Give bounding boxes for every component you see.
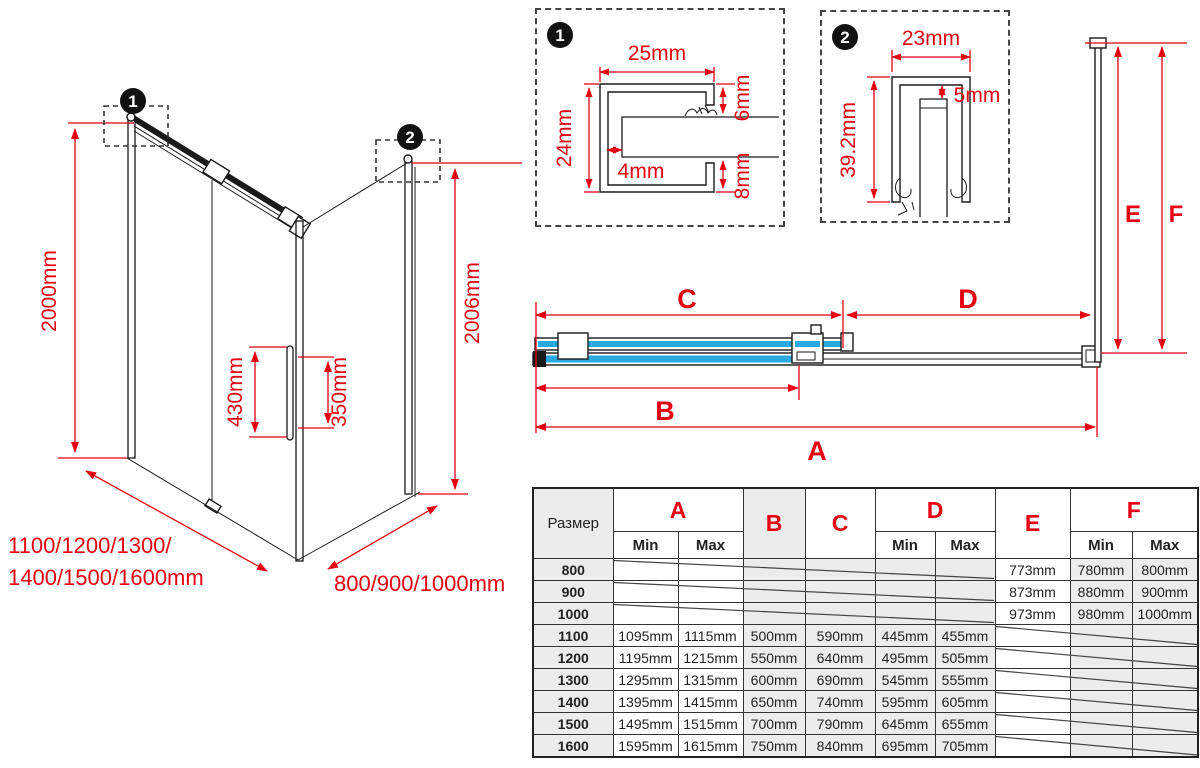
cell-e-900: 873mm bbox=[995, 581, 1070, 603]
cell-a_min-1400: 1395mm bbox=[613, 691, 678, 713]
cell-e-1500 bbox=[995, 713, 1070, 735]
subheader-F-max: Max bbox=[1132, 532, 1198, 559]
cell-c-900 bbox=[805, 581, 875, 603]
dim-350: 350mm bbox=[328, 356, 351, 428]
cell-e-1400 bbox=[995, 691, 1070, 713]
front-widths-2: 1400/1500/1600mm bbox=[8, 565, 204, 590]
dim-2006: 2006mm bbox=[461, 262, 484, 344]
badge-2: 2 bbox=[405, 128, 415, 147]
col-header-D: D bbox=[875, 488, 995, 532]
cell-size-1300: 1300 bbox=[533, 669, 613, 691]
cell-a_min-1500: 1495mm bbox=[613, 713, 678, 735]
cell-b-900 bbox=[743, 581, 805, 603]
cell-size-1600: 1600 bbox=[533, 735, 613, 758]
table-row-800 bbox=[533, 559, 1198, 581]
table-row-1600 bbox=[533, 735, 1198, 758]
dim-4mm: 4mm bbox=[617, 160, 665, 183]
subheader-D-max: Max bbox=[935, 532, 995, 559]
cell-d_min-1100: 445mm bbox=[875, 625, 935, 647]
cell-a_min-1200: 1195mm bbox=[613, 647, 678, 669]
cell-c-1600: 840mm bbox=[805, 735, 875, 758]
cell-size-1400: 1400 bbox=[533, 691, 613, 713]
cell-d_max-800 bbox=[935, 559, 995, 581]
cell-f_max-1000: 1000mm bbox=[1132, 603, 1198, 625]
isometric-drawing bbox=[0, 0, 530, 620]
cell-f_max-800: 800mm bbox=[1132, 559, 1198, 581]
cell-b-1100: 500mm bbox=[743, 625, 805, 647]
cell-c-1200: 640mm bbox=[805, 647, 875, 669]
subheader-F-min: Min bbox=[1070, 532, 1132, 559]
cell-b-1300: 600mm bbox=[743, 669, 805, 691]
cell-f_min-1200 bbox=[1070, 647, 1132, 669]
cell-a_max-900 bbox=[678, 581, 743, 603]
dim-23mm: 23mm bbox=[901, 27, 961, 50]
cell-e-800: 773mm bbox=[995, 559, 1070, 581]
cell-b-1600: 750mm bbox=[743, 735, 805, 758]
spec-table bbox=[532, 487, 1199, 758]
cell-d_min-1600: 695mm bbox=[875, 735, 935, 758]
col-header-size: Размер bbox=[533, 488, 613, 559]
cell-d_min-1500: 645mm bbox=[875, 713, 935, 735]
iso-dimensions bbox=[8, 123, 522, 596]
cell-size-1100: 1100 bbox=[533, 625, 613, 647]
cell-a_min-900 bbox=[613, 581, 678, 603]
cell-d_max-900 bbox=[935, 581, 995, 603]
subheader-D-min: Min bbox=[875, 532, 935, 559]
left-wall-profile bbox=[533, 351, 546, 367]
col-header-F: F bbox=[1070, 488, 1198, 532]
dim-25mm: 25mm bbox=[627, 42, 687, 65]
cell-size-1000: 1000 bbox=[533, 603, 613, 625]
cell-c-1500: 790mm bbox=[805, 713, 875, 735]
cell-d_max-1000 bbox=[935, 603, 995, 625]
cell-d_min-1400: 595mm bbox=[875, 691, 935, 713]
cell-e-1100 bbox=[995, 625, 1070, 647]
dim-24mm: 24mm bbox=[553, 108, 576, 168]
subheader-A-min: Min bbox=[613, 532, 678, 559]
label-E: E bbox=[1124, 201, 1142, 228]
cell-f_min-1400 bbox=[1070, 691, 1132, 713]
cell-f_min-800: 780mm bbox=[1070, 559, 1132, 581]
cell-a_min-1300: 1295mm bbox=[613, 669, 678, 691]
cell-f_min-1500 bbox=[1070, 713, 1132, 735]
cell-e-1300 bbox=[995, 669, 1070, 691]
col-header-C: C bbox=[805, 488, 875, 559]
cell-d_min-1200: 495mm bbox=[875, 647, 935, 669]
cell-f_max-1200 bbox=[1132, 647, 1198, 669]
cell-c-1100: 590mm bbox=[805, 625, 875, 647]
col-header-A: A bbox=[613, 488, 743, 532]
table-row-1400 bbox=[533, 691, 1198, 713]
plan-dimensions bbox=[536, 43, 1187, 466]
label-F: F bbox=[1168, 201, 1184, 228]
cell-c-1000 bbox=[805, 603, 875, 625]
cell-a_max-1600: 1615mm bbox=[678, 735, 743, 758]
table-row-900 bbox=[533, 581, 1198, 603]
cell-size-1500: 1500 bbox=[533, 713, 613, 735]
detail-2-badge: 2 bbox=[840, 28, 850, 47]
dim-39.2mm: 39.2mm bbox=[837, 102, 860, 178]
cell-d_min-900 bbox=[875, 581, 935, 603]
cell-c-1400: 740mm bbox=[805, 691, 875, 713]
dim-5mm: 5mm bbox=[953, 84, 1001, 107]
cell-c-800 bbox=[805, 559, 875, 581]
cell-a_max-1200: 1215mm bbox=[678, 647, 743, 669]
cell-a_max-1400: 1415mm bbox=[678, 691, 743, 713]
cell-f_min-1600 bbox=[1070, 735, 1132, 758]
table-row-1200 bbox=[533, 647, 1198, 669]
side-panel-plan bbox=[1095, 45, 1101, 362]
spec-table-body bbox=[533, 559, 1198, 758]
cell-c-1300: 690mm bbox=[805, 669, 875, 691]
plan-structure bbox=[533, 38, 1106, 367]
cell-f_min-1000: 980mm bbox=[1070, 603, 1132, 625]
cell-a_min-1100: 1095mm bbox=[613, 625, 678, 647]
table-row-1000 bbox=[533, 603, 1198, 625]
cell-b-800 bbox=[743, 559, 805, 581]
cell-d_min-1000 bbox=[875, 603, 935, 625]
label-D: D bbox=[958, 284, 978, 314]
cell-a_max-1000 bbox=[678, 603, 743, 625]
cell-f_min-900: 880mm bbox=[1070, 581, 1132, 603]
cell-e-1000: 973mm bbox=[995, 603, 1070, 625]
cell-e-1600 bbox=[995, 735, 1070, 758]
cell-a_min-800 bbox=[613, 559, 678, 581]
cell-a_max-1300: 1315mm bbox=[678, 669, 743, 691]
cell-d_max-1400: 605mm bbox=[935, 691, 995, 713]
plan-view-drawing bbox=[525, 30, 1200, 480]
cell-a_max-1100: 1115mm bbox=[678, 625, 743, 647]
cell-f_max-1600 bbox=[1132, 735, 1198, 758]
cell-size-1200: 1200 bbox=[533, 647, 613, 669]
detail-1-badge: 1 bbox=[555, 26, 565, 45]
table-row-1100 bbox=[533, 625, 1198, 647]
cell-f_min-1300 bbox=[1070, 669, 1132, 691]
cell-size-900: 900 bbox=[533, 581, 613, 603]
col-header-B: B bbox=[743, 488, 805, 559]
label-A: A bbox=[807, 436, 827, 466]
cell-f_max-1400 bbox=[1132, 691, 1198, 713]
cell-b-1500: 700mm bbox=[743, 713, 805, 735]
spec-table-wrap bbox=[532, 487, 1200, 758]
cell-d_max-1300: 555mm bbox=[935, 669, 995, 691]
cell-e-1200 bbox=[995, 647, 1070, 669]
cell-a_min-1600: 1595mm bbox=[613, 735, 678, 758]
dim-2000: 2000mm bbox=[38, 250, 61, 332]
roller-carriage-1 bbox=[558, 333, 588, 359]
label-C: C bbox=[677, 284, 697, 314]
table-row-1500 bbox=[533, 713, 1198, 735]
cell-b-1200: 550mm bbox=[743, 647, 805, 669]
label-B: B bbox=[655, 396, 675, 426]
cell-f_max-1500 bbox=[1132, 713, 1198, 735]
cell-b-1000 bbox=[743, 603, 805, 625]
cell-f_max-1300 bbox=[1132, 669, 1198, 691]
cell-d_max-1100: 455mm bbox=[935, 625, 995, 647]
front-widths-1: 1100/1200/1300/ bbox=[8, 533, 172, 558]
dim-430: 430mm bbox=[224, 356, 247, 428]
dim-8mm: 8mm bbox=[731, 152, 754, 200]
dim-6mm: 6mm bbox=[731, 74, 754, 122]
cell-f_max-1100 bbox=[1132, 625, 1198, 647]
cell-d_max-1500: 655mm bbox=[935, 713, 995, 735]
cell-d_max-1200: 505mm bbox=[935, 647, 995, 669]
cell-f_min-1100 bbox=[1070, 625, 1132, 647]
cell-f_max-900: 900mm bbox=[1132, 581, 1198, 603]
cell-d_min-800 bbox=[875, 559, 935, 581]
cell-a_max-800 bbox=[678, 559, 743, 581]
callout-2 bbox=[376, 124, 440, 182]
cell-size-800: 800 bbox=[533, 559, 613, 581]
cell-d_max-1600: 705mm bbox=[935, 735, 995, 758]
table-row-1300 bbox=[533, 669, 1198, 691]
subheader-A-max: Max bbox=[678, 532, 743, 559]
cell-b-1400: 650mm bbox=[743, 691, 805, 713]
cell-a_min-1000 bbox=[613, 603, 678, 625]
cell-a_max-1500: 1515mm bbox=[678, 713, 743, 735]
cell-d_min-1300: 545mm bbox=[875, 669, 935, 691]
side-widths: 800/900/1000mm bbox=[334, 571, 506, 596]
badge-1: 1 bbox=[128, 92, 138, 111]
col-header-E: E bbox=[995, 488, 1070, 559]
